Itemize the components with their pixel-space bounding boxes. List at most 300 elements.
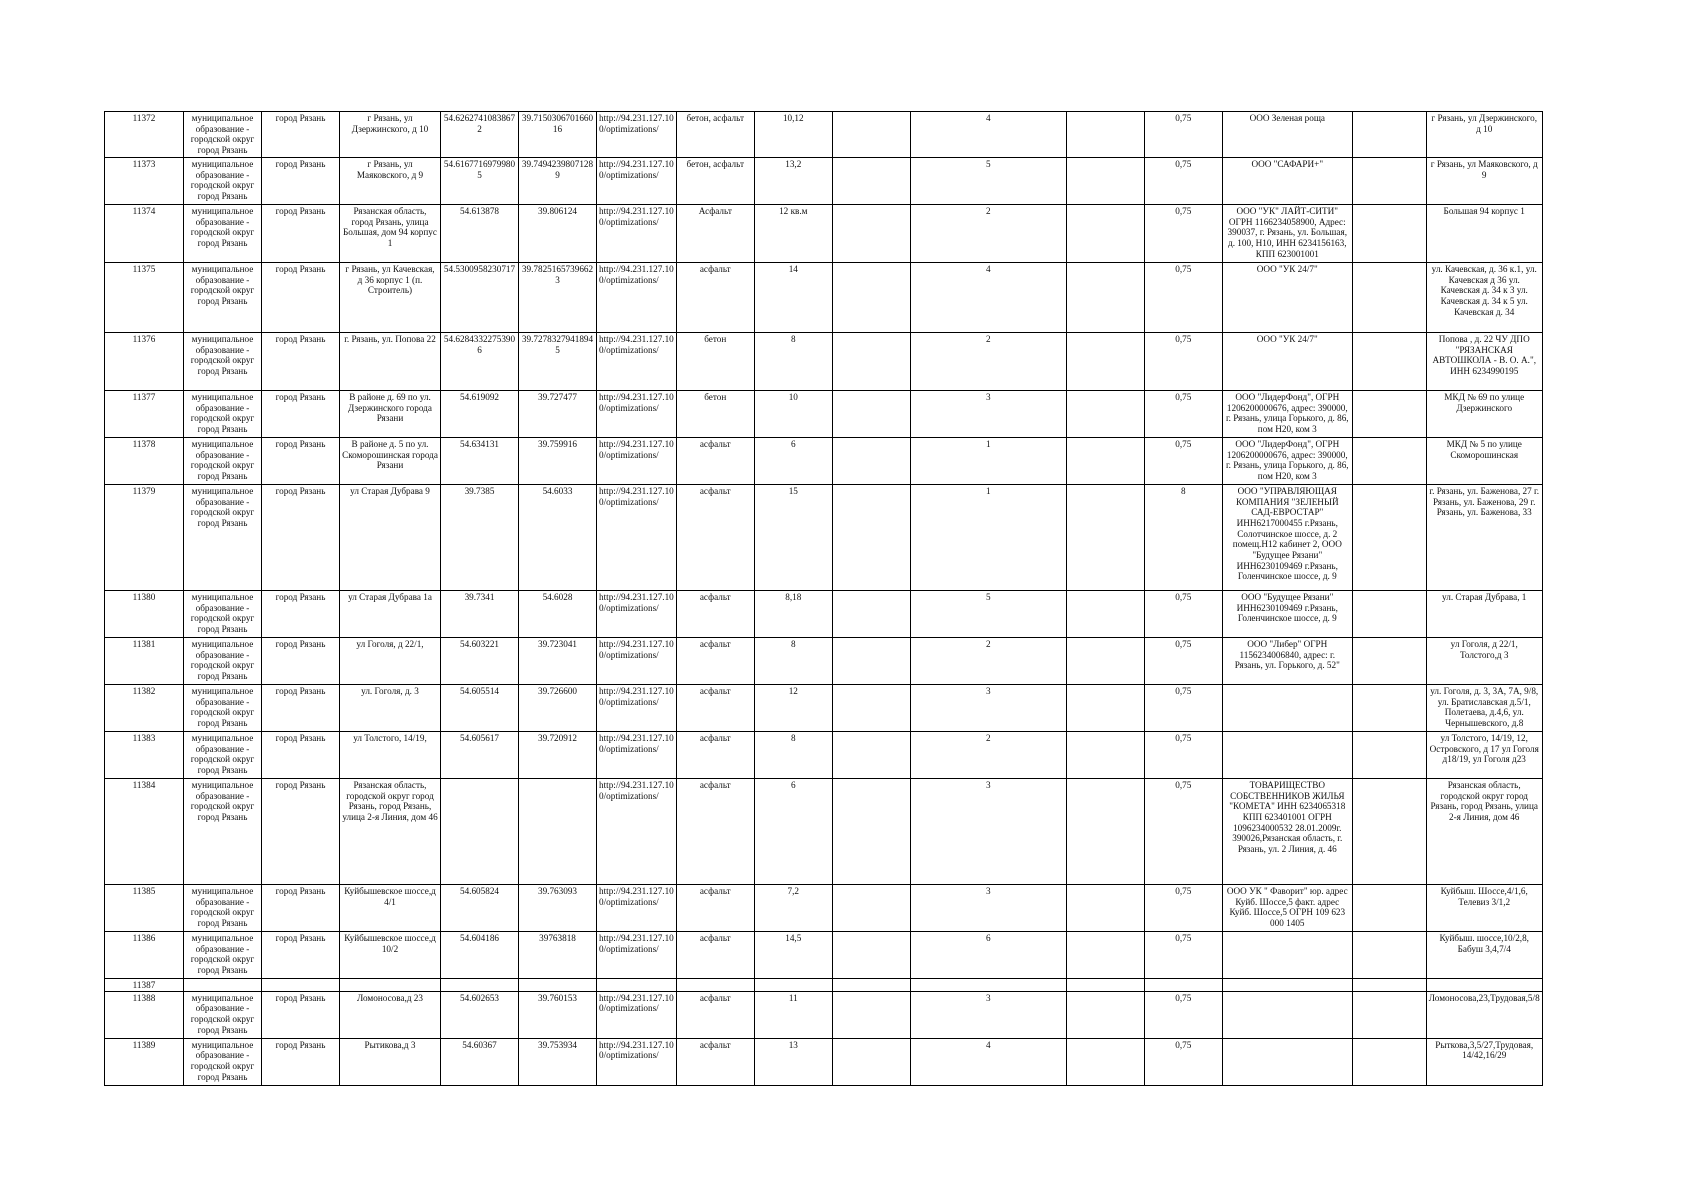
waste-source-cell: Ломоносова,23,Трудовая,5/8 bbox=[1426, 991, 1542, 1038]
map-link-cell[interactable]: http://94.231.127.10 0/optimizations/ bbox=[597, 1038, 677, 1085]
container-count-cell: 1 bbox=[910, 438, 1066, 485]
address-cell: ул Старая Дубрава 9 bbox=[340, 485, 441, 591]
col-9-cell bbox=[832, 1038, 910, 1085]
municipality-cell: муниципальное образование - городской округ город Рязань bbox=[184, 932, 262, 979]
managing-org-cell: ООО "ЛидерФонд", ОГРН 1206200000676, адрес: 390000, г. Рязань, улица Горького, д. 86, пом Н20, ком 3 bbox=[1222, 438, 1352, 485]
municipality-cell bbox=[184, 979, 262, 992]
city-cell: город Рязань bbox=[262, 158, 340, 205]
map-link-cell[interactable]: http://94.231.127.10 0/optimizations/ bbox=[597, 485, 677, 591]
surface-cell: асфальт bbox=[676, 591, 754, 638]
address-cell: Рязанская область, городской округ город Рязань, город Рязань, улица 2-я Линия, дом 46 bbox=[340, 779, 441, 885]
col-11-cell bbox=[1066, 1038, 1144, 1085]
table-row bbox=[105, 932, 1543, 979]
latitude-cell: 54.619092 bbox=[441, 391, 519, 438]
longitude-cell: 39.763093 bbox=[519, 885, 597, 932]
container-volume-cell: 0,75 bbox=[1144, 391, 1222, 438]
waste-source-cell: МКД № 69 по улице Дзержинского bbox=[1426, 391, 1542, 438]
container-volume-cell: 0,75 bbox=[1144, 885, 1222, 932]
latitude-cell: 54.605514 bbox=[441, 685, 519, 732]
latitude-cell: 54.6284332275390 6 bbox=[441, 333, 519, 391]
col-11-cell bbox=[1066, 438, 1144, 485]
waste-source-cell: г Рязань, ул Дзержинского, д 10 bbox=[1426, 112, 1542, 158]
city-cell: город Рязань bbox=[262, 885, 340, 932]
col-14-cell bbox=[1352, 638, 1426, 685]
managing-org-cell bbox=[1222, 979, 1352, 992]
surface-cell: асфальт bbox=[676, 438, 754, 485]
col-11-cell bbox=[1066, 638, 1144, 685]
record-id-cell: 11385 bbox=[105, 885, 184, 932]
longitude-cell: 39763818 bbox=[519, 932, 597, 979]
col-9-cell bbox=[832, 438, 910, 485]
col-14-cell bbox=[1352, 263, 1426, 333]
longitude-cell: 39.7278327941894 5 bbox=[519, 333, 597, 391]
address-cell: ул Старая Дубрава 1а bbox=[340, 591, 441, 638]
col-14-cell bbox=[1352, 333, 1426, 391]
longitude-cell: 39.806124 bbox=[519, 205, 597, 263]
address-cell: г Рязань, ул Дзержинского, д 10 bbox=[340, 112, 441, 158]
city-cell: город Рязань bbox=[262, 685, 340, 732]
table-row bbox=[105, 263, 1543, 333]
container-volume-cell: 0,75 bbox=[1144, 263, 1222, 333]
waste-source-cell: г. Рязань, ул. Баженова, 27 г. Рязань, ул. Баженова, 29 г. Рязань, ул. Баженова, 33 bbox=[1426, 485, 1542, 591]
col-11-cell bbox=[1066, 885, 1144, 932]
container-count-cell: 6 bbox=[910, 932, 1066, 979]
city-cell: город Рязань bbox=[262, 112, 340, 158]
container-volume-cell: 0,75 bbox=[1144, 591, 1222, 638]
col-14-cell bbox=[1352, 438, 1426, 485]
municipality-cell: муниципальное образование - городской округ город Рязань bbox=[184, 685, 262, 732]
municipality-cell: муниципальное образование - городской округ город Рязань bbox=[184, 391, 262, 438]
latitude-cell: 54.5300958230717 bbox=[441, 263, 519, 333]
record-id-cell: 11379 bbox=[105, 485, 184, 591]
longitude-cell: 39.7825165739662 3 bbox=[519, 263, 597, 333]
latitude-cell: 54.613878 bbox=[441, 205, 519, 263]
record-id-cell: 11378 bbox=[105, 438, 184, 485]
address-cell: В районе д. 69 по ул. Дзержинского города Рязани bbox=[340, 391, 441, 438]
address-cell: В районе д. 5 по ул. Скоморошинская города Рязани bbox=[340, 438, 441, 485]
area-cell: 10,12 bbox=[754, 112, 832, 158]
map-link-cell[interactable]: http://94.231.127.10 0/optimizations/ bbox=[597, 638, 677, 685]
surface-cell: асфальт bbox=[676, 685, 754, 732]
address-cell: Куйбышевское шоссе,д 4/1 bbox=[340, 885, 441, 932]
record-id-cell: 11381 bbox=[105, 638, 184, 685]
area-cell: 14,5 bbox=[754, 932, 832, 979]
latitude-cell: 39.7385 bbox=[441, 485, 519, 591]
map-link-cell[interactable]: http://94.231.127.10 0/optimizations/ bbox=[597, 885, 677, 932]
managing-org-cell: ООО "Будущее Рязани" ИНН6230109469 г.Рязань, Голенчинское шоссе, д. 9 bbox=[1222, 591, 1352, 638]
waste-source-cell: Рязанская область, городской округ город Рязань, город Рязань, улица 2-я Линия, дом 46 bbox=[1426, 779, 1542, 885]
record-id-cell: 11382 bbox=[105, 685, 184, 732]
latitude-cell: 54.603221 bbox=[441, 638, 519, 685]
container-volume-cell: 0,75 bbox=[1144, 112, 1222, 158]
municipality-cell: муниципальное образование - городской округ город Рязань bbox=[184, 638, 262, 685]
area-cell: 8 bbox=[754, 732, 832, 779]
container-count-cell: 3 bbox=[910, 391, 1066, 438]
record-id-cell: 11375 bbox=[105, 263, 184, 333]
table-row bbox=[105, 333, 1543, 391]
record-id-cell: 11372 bbox=[105, 112, 184, 158]
address-cell: ул Гоголя, д 22/1, bbox=[340, 638, 441, 685]
col-14-cell bbox=[1352, 391, 1426, 438]
map-link-cell[interactable]: http://94.231.127.10 0/optimizations/ bbox=[597, 591, 677, 638]
record-id-cell: 11384 bbox=[105, 779, 184, 885]
col-14-cell bbox=[1352, 205, 1426, 263]
table-row bbox=[105, 779, 1543, 885]
area-cell: 12 кв.м bbox=[754, 205, 832, 263]
col-9-cell bbox=[832, 112, 910, 158]
map-link-cell[interactable]: http://94.231.127.10 0/optimizations/ bbox=[597, 779, 677, 885]
container-volume-cell: 0,75 bbox=[1144, 333, 1222, 391]
col-11-cell bbox=[1066, 485, 1144, 591]
container-volume-cell: 0,75 bbox=[1144, 638, 1222, 685]
latitude-cell: 54.6167716979980 5 bbox=[441, 158, 519, 205]
municipality-cell: муниципальное образование - городской округ город Рязань bbox=[184, 485, 262, 591]
longitude-cell: 54.6033 bbox=[519, 485, 597, 591]
map-link-cell[interactable]: http://94.231.127.10 0/optimizations/ bbox=[597, 391, 677, 438]
managing-org-cell: ООО "УПРАВЛЯЮЩАЯ КОМПАНИЯ "ЗЕЛЕНЫЙ САД-ЕВРОСТАР" ИНН6217000455 г.Рязань, Солотчинское шоссе, д. 2 помещ.Н12 кабинет 2, ООО "Будущее Рязани" ИНН6230109469 г.Рязань, Голенчинское шоссе, д. 9 bbox=[1222, 485, 1352, 591]
surface-cell: бетон, асфальт bbox=[676, 112, 754, 158]
city-cell: город Рязань bbox=[262, 485, 340, 591]
table-row bbox=[105, 979, 1543, 992]
table-row bbox=[105, 685, 1543, 732]
latitude-cell: 54.602653 bbox=[441, 991, 519, 1038]
waste-source-cell bbox=[1426, 979, 1542, 992]
surface-cell: асфальт bbox=[676, 1038, 754, 1085]
city-cell: город Рязань bbox=[262, 438, 340, 485]
managing-org-cell: ТОВАРИЩЕСТВО СОБСТВЕННИКОВ ЖИЛЬЯ "КОМЕТА" ИНН 6234065318 КПП 623401001 ОГРН 1096234000532 28.01.2009г. 390026,Рязанская область, г. Рязань, ул. 2 Линия, д. 46 bbox=[1222, 779, 1352, 885]
latitude-cell: 54.605617 bbox=[441, 732, 519, 779]
address-cell: Рязанская область, город Рязань, улица Большая, дом 94 корпус 1 bbox=[340, 205, 441, 263]
managing-org-cell: ООО Зеленая роща bbox=[1222, 112, 1352, 158]
municipality-cell: муниципальное образование - городской округ город Рязань bbox=[184, 991, 262, 1038]
area-cell: 8 bbox=[754, 333, 832, 391]
col-9-cell bbox=[832, 979, 910, 992]
map-link-cell[interactable]: http://94.231.127.10 0/optimizations/ bbox=[597, 932, 677, 979]
record-id-cell: 11373 bbox=[105, 158, 184, 205]
area-cell: 12 bbox=[754, 685, 832, 732]
area-cell: 8 bbox=[754, 638, 832, 685]
col-9-cell bbox=[832, 485, 910, 591]
longitude-cell: 54.6028 bbox=[519, 591, 597, 638]
col-9-cell bbox=[832, 391, 910, 438]
waste-source-cell: Куйбыш. Шоссе,4/1,6, Телевиз 3/1,2 bbox=[1426, 885, 1542, 932]
col-9-cell bbox=[832, 732, 910, 779]
col-14-cell bbox=[1352, 158, 1426, 205]
area-cell: 13 bbox=[754, 1038, 832, 1085]
col-9-cell bbox=[832, 333, 910, 391]
managing-org-cell bbox=[1222, 685, 1352, 732]
address-cell: ул Толстого, 14/19, bbox=[340, 732, 441, 779]
col-14-cell bbox=[1352, 112, 1426, 158]
record-id-cell: 11377 bbox=[105, 391, 184, 438]
container-count-cell: 4 bbox=[910, 112, 1066, 158]
managing-org-cell bbox=[1222, 991, 1352, 1038]
surface-cell: асфальт bbox=[676, 485, 754, 591]
map-link-cell[interactable]: http://94.231.127.10 0/optimizations/ bbox=[597, 263, 677, 333]
managing-org-cell: ООО "УК 24/7" bbox=[1222, 263, 1352, 333]
map-link-cell[interactable] bbox=[597, 979, 677, 992]
municipality-cell: муниципальное образование - городской округ город Рязань bbox=[184, 205, 262, 263]
managing-org-cell bbox=[1222, 1038, 1352, 1085]
container-count-cell: 5 bbox=[910, 591, 1066, 638]
waste-source-cell: Рыткова,3,5/27,Трудовая, 14/42,16/29 bbox=[1426, 1038, 1542, 1085]
container-volume-cell: 0,75 bbox=[1144, 991, 1222, 1038]
address-cell: г Рязань, ул Маяковского, д 9 bbox=[340, 158, 441, 205]
container-count-cell: 3 bbox=[910, 885, 1066, 932]
municipality-cell: муниципальное образование - городской округ город Рязань bbox=[184, 885, 262, 932]
col-14-cell bbox=[1352, 979, 1426, 992]
longitude-cell: 39.726600 bbox=[519, 685, 597, 732]
longitude-cell: 39.727477 bbox=[519, 391, 597, 438]
map-link-cell[interactable]: http://94.231.127.10 0/optimizations/ bbox=[597, 685, 677, 732]
waste-source-cell: ул. Качевская, д. 36 к.1, ул. Качевская д 36 ул. Качевская д. 34 к 3 ул. Качевская д. 34 к 5 ул. Качевская д. 34 bbox=[1426, 263, 1542, 333]
address-cell: Ломоносова,д 23 bbox=[340, 991, 441, 1038]
waste-source-cell: ул. Гоголя, д. 3, 3А, 7А, 9/8, ул. Братиславская д.5/1, Полетаева, д.4,6, ул. Чернышевского, д.8 bbox=[1426, 685, 1542, 732]
waste-source-cell: МКД № 5 по улице Скоморошинская bbox=[1426, 438, 1542, 485]
col-11-cell bbox=[1066, 112, 1144, 158]
record-id-cell: 11386 bbox=[105, 932, 184, 979]
col-14-cell bbox=[1352, 932, 1426, 979]
container-count-cell: 2 bbox=[910, 205, 1066, 263]
col-11-cell bbox=[1066, 591, 1144, 638]
municipality-cell: муниципальное образование - городской округ город Рязань bbox=[184, 333, 262, 391]
municipality-cell: муниципальное образование - городской округ город Рязань bbox=[184, 591, 262, 638]
managing-org-cell: ООО "УК" ЛАЙТ-СИТИ" ОГРН 1166234058900, Адрес: 390037, г. Рязань, ул. Большая, д. 100, Н10, ИНН 6234156163, КПП 623001001 bbox=[1222, 205, 1352, 263]
area-cell: 13,2 bbox=[754, 158, 832, 205]
col-11-cell bbox=[1066, 391, 1144, 438]
col-11-cell bbox=[1066, 205, 1144, 263]
latitude-cell: 54.604186 bbox=[441, 932, 519, 979]
longitude-cell: 39.760153 bbox=[519, 991, 597, 1038]
address-cell: Куйбышевское шоссе,д 10/2 bbox=[340, 932, 441, 979]
col-11-cell bbox=[1066, 732, 1144, 779]
map-link-cell[interactable]: http://94.231.127.10 0/optimizations/ bbox=[597, 158, 677, 205]
col-9-cell bbox=[832, 685, 910, 732]
area-cell: 6 bbox=[754, 779, 832, 885]
municipality-cell: муниципальное образование - городской округ город Рязань bbox=[184, 112, 262, 158]
col-9-cell bbox=[832, 932, 910, 979]
container-count-cell: 2 bbox=[910, 732, 1066, 779]
table-body bbox=[105, 112, 1543, 1086]
table-row bbox=[105, 1038, 1543, 1085]
surface-cell: бетон bbox=[676, 333, 754, 391]
col-14-cell bbox=[1352, 1038, 1426, 1085]
waste-source-cell: ул Гоголя, д 22/1, Толстого,д 3 bbox=[1426, 638, 1542, 685]
address-cell: ул. Гоголя, д. 3 bbox=[340, 685, 441, 732]
record-id-cell: 11380 bbox=[105, 591, 184, 638]
col-9-cell bbox=[832, 638, 910, 685]
managing-org-cell: ООО "САФАРИ+" bbox=[1222, 158, 1352, 205]
longitude-cell bbox=[519, 979, 597, 992]
city-cell: город Рязань bbox=[262, 263, 340, 333]
map-link-cell[interactable]: http://94.231.127.10 0/optimizations/ bbox=[597, 112, 677, 158]
managing-org-cell: ООО "УК 24/7" bbox=[1222, 333, 1352, 391]
container-volume-cell: 0,75 bbox=[1144, 932, 1222, 979]
container-volume-cell: 0,75 bbox=[1144, 158, 1222, 205]
col-9-cell bbox=[832, 779, 910, 885]
col-14-cell bbox=[1352, 591, 1426, 638]
table-row bbox=[105, 438, 1543, 485]
waste-source-cell: Попова , д. 22 ЧУ ДПО "РЯЗАНСКАЯ АВТОШКОЛА - В. О. А.", ИНН 6234990195 bbox=[1426, 333, 1542, 391]
longitude-cell: 39.723041 bbox=[519, 638, 597, 685]
address-cell bbox=[340, 979, 441, 992]
municipality-cell: муниципальное образование - городской округ город Рязань bbox=[184, 732, 262, 779]
col-9-cell bbox=[832, 591, 910, 638]
surface-cell: асфальт bbox=[676, 779, 754, 885]
col-11-cell bbox=[1066, 779, 1144, 885]
table-row bbox=[105, 732, 1543, 779]
surface-cell: бетон, асфальт bbox=[676, 158, 754, 205]
surface-cell: асфальт bbox=[676, 732, 754, 779]
container-count-cell: 1 bbox=[910, 485, 1066, 591]
map-link-cell[interactable]: http://94.231.127.10 0/optimizations/ bbox=[597, 205, 677, 263]
table-row bbox=[105, 885, 1543, 932]
latitude-cell: 39.7341 bbox=[441, 591, 519, 638]
col-14-cell bbox=[1352, 779, 1426, 885]
longitude-cell bbox=[519, 779, 597, 885]
city-cell: город Рязань bbox=[262, 932, 340, 979]
container-volume-cell: 8 bbox=[1144, 485, 1222, 591]
col-14-cell bbox=[1352, 991, 1426, 1038]
container-count-cell: 2 bbox=[910, 333, 1066, 391]
longitude-cell: 39.759916 bbox=[519, 438, 597, 485]
address-cell: г. Рязань, ул. Попова 22 bbox=[340, 333, 441, 391]
col-11-cell bbox=[1066, 685, 1144, 732]
city-cell bbox=[262, 979, 340, 992]
waste-source-cell: Большая 94 корпус 1 bbox=[1426, 205, 1542, 263]
col-14-cell bbox=[1352, 685, 1426, 732]
managing-org-cell: ООО "Либер" ОГРН 1156234006840, адрес: г. Рязань, ул. Горького, д. 52" bbox=[1222, 638, 1352, 685]
waste-source-cell: Куйбыш. шоссе,10/2,8, Бабуш 3,4,7/4 bbox=[1426, 932, 1542, 979]
surface-cell: асфальт bbox=[676, 932, 754, 979]
surface-cell: асфальт bbox=[676, 991, 754, 1038]
municipality-cell: муниципальное образование - городской округ город Рязань bbox=[184, 779, 262, 885]
record-id-cell: 11383 bbox=[105, 732, 184, 779]
col-11-cell bbox=[1066, 932, 1144, 979]
col-11-cell bbox=[1066, 979, 1144, 992]
municipality-cell: муниципальное образование - городской округ город Рязань bbox=[184, 1038, 262, 1085]
table-row bbox=[105, 158, 1543, 205]
col-9-cell bbox=[832, 991, 910, 1038]
table-row bbox=[105, 638, 1543, 685]
area-cell: 15 bbox=[754, 485, 832, 591]
waste-source-cell: ул. Старая Дубрава, 1 bbox=[1426, 591, 1542, 638]
latitude-cell: 54.6262741083867 2 bbox=[441, 112, 519, 158]
col-11-cell bbox=[1066, 158, 1144, 205]
managing-org-cell: ООО "ЛидерФонд", ОГРН 1206200000676, адрес: 390000, г. Рязань, улица Горького, д. 86, пом Н20, ком 3 bbox=[1222, 391, 1352, 438]
surface-cell: асфальт bbox=[676, 638, 754, 685]
city-cell: город Рязань bbox=[262, 638, 340, 685]
map-link-cell[interactable]: http://94.231.127.10 0/optimizations/ bbox=[597, 991, 677, 1038]
record-id-cell: 11376 bbox=[105, 333, 184, 391]
container-count-cell: 3 bbox=[910, 779, 1066, 885]
latitude-cell: 54.605824 bbox=[441, 885, 519, 932]
city-cell: город Рязань bbox=[262, 1038, 340, 1085]
col-9-cell bbox=[832, 263, 910, 333]
col-14-cell bbox=[1352, 885, 1426, 932]
longitude-cell: 39.7494239807128 9 bbox=[519, 158, 597, 205]
table-row bbox=[105, 205, 1543, 263]
record-id-cell: 11388 bbox=[105, 991, 184, 1038]
city-cell: город Рязань bbox=[262, 391, 340, 438]
area-cell: 10 bbox=[754, 391, 832, 438]
container-volume-cell: 0,75 bbox=[1144, 1038, 1222, 1085]
record-id-cell: 11374 bbox=[105, 205, 184, 263]
municipality-cell: муниципальное образование - городской округ город Рязань bbox=[184, 158, 262, 205]
table-row bbox=[105, 591, 1543, 638]
map-link-cell[interactable]: http://94.231.127.10 0/optimizations/ bbox=[597, 333, 677, 391]
address-cell: Рытикова,д 3 bbox=[340, 1038, 441, 1085]
record-id-cell: 11387 bbox=[105, 979, 184, 992]
waste-source-cell: г Рязань, ул Маяковского, д 9 bbox=[1426, 158, 1542, 205]
container-count-cell bbox=[910, 979, 1066, 992]
table-row bbox=[105, 991, 1543, 1038]
area-cell: 6 bbox=[754, 438, 832, 485]
col-14-cell bbox=[1352, 485, 1426, 591]
container-volume-cell: 0,75 bbox=[1144, 205, 1222, 263]
waste-source-cell: ул Толстого, 14/19, 12, Островского, д 17 ул Гоголя д18/19, ул Гоголя д23 bbox=[1426, 732, 1542, 779]
address-cell: г Рязань, ул Качевская, д 36 корпус 1 (п. Строитель) bbox=[340, 263, 441, 333]
col-11-cell bbox=[1066, 263, 1144, 333]
surface-cell: Асфальт bbox=[676, 205, 754, 263]
area-cell: 11 bbox=[754, 991, 832, 1038]
city-cell: город Рязань bbox=[262, 591, 340, 638]
record-id-cell: 11389 bbox=[105, 1038, 184, 1085]
surface-cell: асфальт bbox=[676, 885, 754, 932]
area-cell: 8,18 bbox=[754, 591, 832, 638]
container-count-cell: 5 bbox=[910, 158, 1066, 205]
registry-table bbox=[104, 111, 1543, 1086]
municipality-cell: муниципальное образование - городской округ город Рязань bbox=[184, 263, 262, 333]
city-cell: город Рязань bbox=[262, 333, 340, 391]
city-cell: город Рязань bbox=[262, 205, 340, 263]
area-cell bbox=[754, 979, 832, 992]
table-row bbox=[105, 485, 1543, 591]
container-volume-cell: 0,75 bbox=[1144, 685, 1222, 732]
container-volume-cell: 0,75 bbox=[1144, 438, 1222, 485]
container-count-cell: 3 bbox=[910, 991, 1066, 1038]
col-9-cell bbox=[832, 205, 910, 263]
surface-cell bbox=[676, 979, 754, 992]
latitude-cell bbox=[441, 979, 519, 992]
municipality-cell: муниципальное образование - городской округ город Рязань bbox=[184, 438, 262, 485]
longitude-cell: 39.753934 bbox=[519, 1038, 597, 1085]
city-cell: город Рязань bbox=[262, 991, 340, 1038]
city-cell: город Рязань bbox=[262, 779, 340, 885]
table-row bbox=[105, 112, 1543, 158]
container-volume-cell bbox=[1144, 979, 1222, 992]
managing-org-cell bbox=[1222, 932, 1352, 979]
surface-cell: асфальт bbox=[676, 263, 754, 333]
longitude-cell: 39.7150306701660 16 bbox=[519, 112, 597, 158]
latitude-cell bbox=[441, 779, 519, 885]
longitude-cell: 39.720912 bbox=[519, 732, 597, 779]
managing-org-cell bbox=[1222, 732, 1352, 779]
col-11-cell bbox=[1066, 991, 1144, 1038]
area-cell: 7,2 bbox=[754, 885, 832, 932]
map-link-cell[interactable]: http://94.231.127.10 0/optimizations/ bbox=[597, 438, 677, 485]
container-volume-cell: 0,75 bbox=[1144, 779, 1222, 885]
latitude-cell: 54.634131 bbox=[441, 438, 519, 485]
map-link-cell[interactable]: http://94.231.127.10 0/optimizations/ bbox=[597, 732, 677, 779]
surface-cell: бетон bbox=[676, 391, 754, 438]
container-count-cell: 4 bbox=[910, 1038, 1066, 1085]
col-11-cell bbox=[1066, 333, 1144, 391]
col-9-cell bbox=[832, 158, 910, 205]
latitude-cell: 54.60367 bbox=[441, 1038, 519, 1085]
container-volume-cell: 0,75 bbox=[1144, 732, 1222, 779]
container-count-cell: 2 bbox=[910, 638, 1066, 685]
